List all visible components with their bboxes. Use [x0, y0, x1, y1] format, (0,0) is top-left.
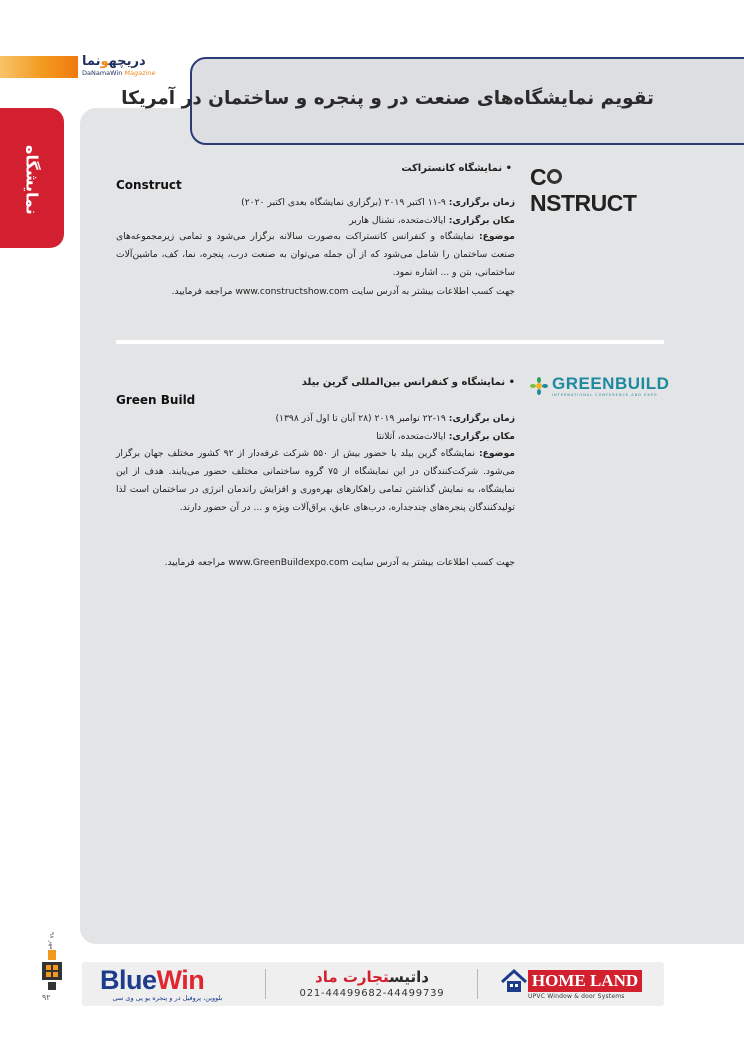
construct-more-info: جهت کسب اطلاعات بیشتر به آدرس سایت www.constructshow.com مراجعه فرمایید.: [171, 286, 515, 297]
construct-topic: موضوع: نمایشگاه و کنفرانس کانستراکت به‌صورت سالانه برگزار می‌شود و تمامی زیرمجموعه‌های صنعت ساختمان را شامل می‌شود که از آن جمله می‌توان به صنعت درب، پنجره، نما، کف، ماشین‌آلات ساختمانی، بتن و ... اشاره نمود.: [116, 231, 515, 278]
house-icon: [500, 968, 528, 994]
page-title: تقویم نمایشگاه‌های صنعت در و پنجره و ساختمان در آمریکا: [121, 88, 654, 109]
greenbuild-more-info: جهت کسب اطلاعات بیشتر به آدرس سایت www.GreenBuildexpo.com مراجعه فرمایید.: [164, 557, 515, 568]
greenbuild-location: مکان برگزاری: ایالات‌متحده، آتلانتا: [376, 431, 515, 442]
construct-location: مکان برگزاری: ایالات‌متحده، نشنال هاربر: [349, 215, 515, 226]
header-accent-strip: [0, 56, 78, 78]
greenbuild-leaf-icon: [530, 377, 548, 395]
construct-logo: CNSTRUCT: [530, 164, 637, 216]
magazine-logo: دریچهونما DaNamaWin Magazine: [82, 54, 156, 77]
footer-separator: [477, 969, 478, 999]
issue-label: مهر ۹۸: [48, 932, 55, 950]
section-divider: [116, 340, 664, 344]
greenbuild-date: زمان برگزاری: ۱۹-۲۲ نوامبر ۲۰۱۹ (۲۸ آبان تا اول آذر ۱۳۹۸): [275, 413, 515, 424]
bluewin-ad: BlueWin بلووین، پروفیل در و پنجره یو پی وی سی: [100, 965, 223, 1002]
greenbuild-topic: موضوع: نمایشگاه گرین بیلد با حضور بیش از ۵۵۰ شرکت غرفه‌دار از ۹۲ کشور مختلف جهان برگزار می‌شود. شرکت‌کنندگان در این نمایشگاه از ۷۵ گروه ساختمانی مختلف حضور می‌یابند. هدف از این نمایشگاه، به نمایش گذاشتن تمامی راهکارهای بهره‌وری و افزایش راندمان انرژی در ساختمان است لذا تولیدکنندگان پنجره‌های چندجداره، درب‌های عایق، یراق‌آلات ویژه و ... در آن حضور دارند.: [116, 448, 515, 513]
footer-separator: [265, 969, 266, 999]
greenbuild-title-en: Green Build: [116, 393, 196, 407]
page-number: ۹۲: [42, 993, 51, 1002]
construct-heading: • نمایشگاه کانستراکت: [401, 163, 512, 174]
construct-title-en: Construct: [116, 178, 182, 192]
construct-logo-ring-icon: [547, 169, 562, 184]
greenbuild-logo: GREENBUILD INTERNATIONAL CONFERENCE AND EXPO: [528, 374, 668, 400]
homeland-ad: HOME LAND UPVC Window & door Systems: [500, 968, 650, 1002]
datis-ad: داتیستجارت ماد 021-44499682-44499739: [299, 968, 445, 999]
greenbuild-heading: • نمایشگاه و کنفرانس بین‌المللی گرین بیلد: [301, 377, 515, 388]
construct-date: زمان برگزاری: ۹-۱۱ اکتبر ۲۰۱۹ (برگزاری نمایشگاه بعدی اکتبر ۲۰۲۰): [241, 197, 515, 208]
section-side-tab-label: نمایشگاه: [22, 145, 42, 215]
